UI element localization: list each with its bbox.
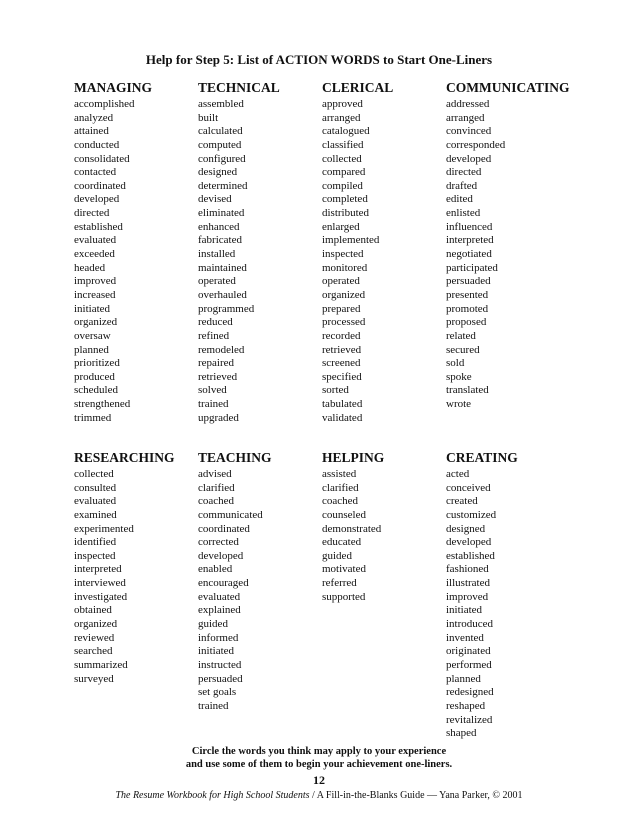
- action-word: inspected: [322, 248, 364, 261]
- action-word: examined: [74, 508, 117, 521]
- action-word: fabricated: [198, 234, 242, 247]
- action-word: informed: [198, 631, 239, 644]
- action-word: catalogued: [322, 125, 370, 138]
- word-list: [446, 98, 570, 412]
- action-word: improved: [446, 590, 489, 603]
- action-word: attained: [74, 125, 109, 138]
- action-word: configured: [198, 152, 246, 165]
- word-list: [322, 468, 446, 604]
- action-word: solved: [198, 384, 227, 397]
- action-word: consolidated: [74, 152, 130, 165]
- action-word: participated: [446, 261, 498, 274]
- action-word: prioritized: [74, 357, 120, 370]
- action-word: related: [446, 329, 476, 342]
- action-word: established: [74, 220, 123, 233]
- action-word: performed: [446, 658, 492, 671]
- action-word: set goals: [198, 686, 237, 699]
- page-number: 12: [313, 773, 325, 787]
- action-word: built: [198, 111, 219, 124]
- word-list: [198, 98, 322, 425]
- action-word: conceived: [446, 481, 491, 494]
- action-word: specified: [322, 370, 362, 383]
- action-word: customized: [446, 508, 497, 521]
- action-word: upgraded: [198, 411, 239, 424]
- word-column-communicating: [446, 80, 570, 412]
- action-word: supported: [322, 590, 366, 603]
- action-word: refined: [198, 329, 230, 342]
- action-word: devised: [198, 193, 232, 206]
- action-word: edited: [446, 193, 473, 206]
- action-word: shaped: [446, 727, 477, 740]
- action-word: surveyed: [74, 672, 114, 685]
- action-word: acted: [446, 468, 470, 480]
- word-column-clerical: [322, 80, 446, 425]
- action-word: encouraged: [198, 577, 249, 590]
- action-word: directed: [446, 166, 482, 179]
- action-word: enlisted: [446, 207, 481, 220]
- action-word: invented: [446, 631, 484, 644]
- action-word: classified: [322, 138, 364, 151]
- action-word: negotiated: [446, 248, 492, 261]
- column-heading: CLERICAL: [322, 80, 394, 95]
- action-word: retrieved: [322, 343, 362, 356]
- action-word: introduced: [446, 618, 494, 631]
- action-word: obtained: [74, 604, 112, 617]
- action-word: interpreted: [74, 563, 122, 576]
- action-word: coordinated: [198, 522, 250, 535]
- action-word: coordinated: [74, 179, 126, 192]
- action-word: communicated: [198, 508, 263, 521]
- action-word: headed: [74, 261, 106, 274]
- action-word: motivated: [322, 563, 366, 576]
- action-word: wrote: [446, 398, 472, 411]
- action-word: prepared: [322, 302, 361, 315]
- word-list: [446, 468, 570, 741]
- column-heading: HELPING: [322, 450, 385, 465]
- action-word: trained: [198, 699, 229, 712]
- action-word: clarified: [322, 481, 359, 494]
- action-word: sold: [446, 357, 465, 370]
- action-word: installed: [198, 248, 236, 261]
- action-word: reviewed: [74, 631, 115, 644]
- action-word: repaired: [198, 357, 235, 370]
- action-word: convinced: [446, 125, 492, 138]
- action-word: processed: [322, 316, 366, 329]
- word-list: [322, 98, 446, 425]
- word-column-teaching: [198, 450, 322, 714]
- action-word: clarified: [198, 481, 235, 494]
- action-word: computed: [198, 138, 242, 151]
- action-word: advised: [198, 468, 232, 480]
- action-word: organized: [74, 316, 118, 329]
- action-word: established: [446, 549, 495, 562]
- instruction-line: and use some of them to begin your achievement one-liners.: [185, 759, 453, 770]
- action-word: presented: [446, 288, 489, 301]
- action-word: enabled: [198, 563, 233, 576]
- action-word: eliminated: [198, 207, 245, 220]
- action-word: developed: [74, 193, 120, 206]
- action-word: arranged: [446, 111, 485, 124]
- action-word: enlarged: [322, 220, 360, 233]
- action-word: counseled: [322, 508, 366, 521]
- action-word: guided: [198, 618, 228, 631]
- action-word: operated: [198, 275, 236, 288]
- action-word: summarized: [74, 658, 128, 671]
- action-word: drafted: [446, 179, 478, 192]
- action-word: spoke: [446, 370, 472, 383]
- page-title: Help for Step 5: List of ACTION WORDS to Start One-Liners: [145, 52, 493, 67]
- action-word: persuaded: [198, 672, 243, 685]
- action-word: reshaped: [446, 699, 486, 712]
- action-word: compared: [322, 166, 366, 179]
- action-word: recorded: [322, 329, 361, 342]
- book-subtitle: / A Fill-in-the-Blanks Guide — Yana Parker, © 2001: [309, 790, 523, 801]
- action-word: initiated: [446, 604, 483, 617]
- action-word: maintained: [198, 261, 247, 274]
- action-word: arranged: [322, 111, 361, 124]
- action-word: initiated: [74, 302, 111, 315]
- word-list: [74, 98, 198, 425]
- action-word: demonstrated: [322, 522, 382, 535]
- action-word: trimmed: [74, 411, 112, 424]
- action-word: experimented: [74, 522, 134, 535]
- action-word: fashioned: [446, 563, 489, 576]
- action-word: influenced: [446, 220, 493, 233]
- action-word: translated: [446, 384, 489, 397]
- action-word: monitored: [322, 261, 368, 274]
- action-words-section-top: [74, 80, 574, 450]
- action-word: reduced: [198, 316, 233, 329]
- word-column-creating: [446, 450, 570, 741]
- action-word: secured: [446, 343, 480, 356]
- action-word: overhauled: [198, 288, 247, 301]
- action-word: distributed: [322, 207, 370, 220]
- action-word: assisted: [322, 468, 357, 480]
- action-word: interpreted: [446, 234, 494, 247]
- action-word: collected: [74, 468, 114, 480]
- action-word: originated: [446, 645, 491, 658]
- instruction-note: [0, 745, 638, 771]
- action-word: enhanced: [198, 220, 240, 233]
- column-heading: MANAGING: [74, 80, 152, 95]
- action-word: collected: [322, 152, 362, 165]
- action-word: organized: [74, 618, 118, 631]
- action-word: instructed: [198, 658, 242, 671]
- action-word: planned: [446, 672, 481, 685]
- action-word: directed: [74, 207, 110, 220]
- action-word: assembled: [198, 98, 244, 110]
- word-list: [198, 468, 322, 714]
- word-column-managing: [74, 80, 198, 425]
- action-word: designed: [198, 166, 238, 179]
- action-word: retrieved: [198, 370, 238, 383]
- action-word: compiled: [322, 179, 363, 192]
- action-word: redesigned: [446, 686, 494, 699]
- word-column-technical: [198, 80, 322, 425]
- action-word: developed: [446, 536, 492, 549]
- book-title: The Resume Workbook for High School Students: [115, 790, 310, 801]
- action-word: developed: [446, 152, 492, 165]
- action-word: explained: [198, 604, 241, 617]
- action-word: increased: [74, 288, 116, 301]
- action-word: persuaded: [446, 275, 491, 288]
- action-word: strengthened: [74, 398, 131, 411]
- action-word: revitalized: [446, 713, 493, 726]
- action-word: initiated: [198, 645, 235, 658]
- action-word: evaluated: [74, 234, 117, 247]
- action-word: planned: [74, 343, 109, 356]
- word-list: [74, 468, 198, 686]
- action-word: produced: [74, 370, 115, 383]
- column-heading: CREATING: [446, 450, 518, 465]
- action-word: trained: [198, 398, 229, 411]
- action-word: developed: [198, 549, 244, 562]
- action-word: corresponded: [446, 138, 506, 151]
- action-word: determined: [198, 179, 248, 192]
- action-word: analyzed: [74, 111, 114, 124]
- action-word: created: [446, 495, 478, 508]
- action-word: guided: [322, 549, 352, 562]
- action-word: contacted: [74, 166, 117, 179]
- action-word: addressed: [446, 98, 490, 110]
- action-word: promoted: [446, 302, 489, 315]
- action-word: remodeled: [198, 343, 245, 356]
- action-word: validated: [322, 411, 363, 424]
- action-word: oversaw: [74, 329, 111, 342]
- action-word: coached: [198, 495, 235, 508]
- action-word: improved: [74, 275, 117, 288]
- action-word: evaluated: [198, 590, 241, 603]
- action-word: investigated: [74, 590, 128, 603]
- action-word: referred: [322, 577, 357, 590]
- column-heading: RESEARCHING: [74, 450, 175, 465]
- column-heading: COMMUNICATING: [446, 80, 570, 95]
- action-word: organized: [322, 288, 366, 301]
- action-word: completed: [322, 193, 368, 206]
- action-word: designed: [446, 522, 486, 535]
- action-word: corrected: [198, 536, 239, 549]
- instruction-line: Circle the words you think may apply to your experience: [191, 746, 447, 757]
- word-column-researching: [74, 450, 198, 686]
- action-word: accomplished: [74, 98, 135, 110]
- action-word: illustrated: [446, 577, 490, 590]
- action-word: interviewed: [74, 577, 126, 590]
- action-word: consulted: [74, 481, 117, 494]
- column-heading: TEACHING: [198, 450, 272, 465]
- action-word: programmed: [198, 302, 255, 315]
- action-word: tabulated: [322, 398, 363, 411]
- action-word: coached: [322, 495, 359, 508]
- action-word: scheduled: [74, 384, 118, 397]
- action-word: screened: [322, 357, 361, 370]
- action-word: approved: [322, 98, 363, 110]
- column-heading: TECHNICAL: [198, 80, 280, 95]
- credit-line: [0, 790, 638, 801]
- action-word: calculated: [198, 125, 243, 138]
- action-word: conducted: [74, 138, 120, 151]
- action-word: educated: [322, 536, 362, 549]
- action-word: searched: [74, 645, 113, 658]
- action-word: implemented: [322, 234, 380, 247]
- action-word: evaluated: [74, 495, 117, 508]
- action-word: proposed: [446, 316, 487, 329]
- action-word: inspected: [74, 549, 116, 562]
- action-word: operated: [322, 275, 360, 288]
- action-word: identified: [74, 536, 117, 549]
- action-word: sorted: [322, 384, 349, 397]
- word-column-helping: [322, 450, 446, 604]
- action-word: exceeded: [74, 248, 115, 261]
